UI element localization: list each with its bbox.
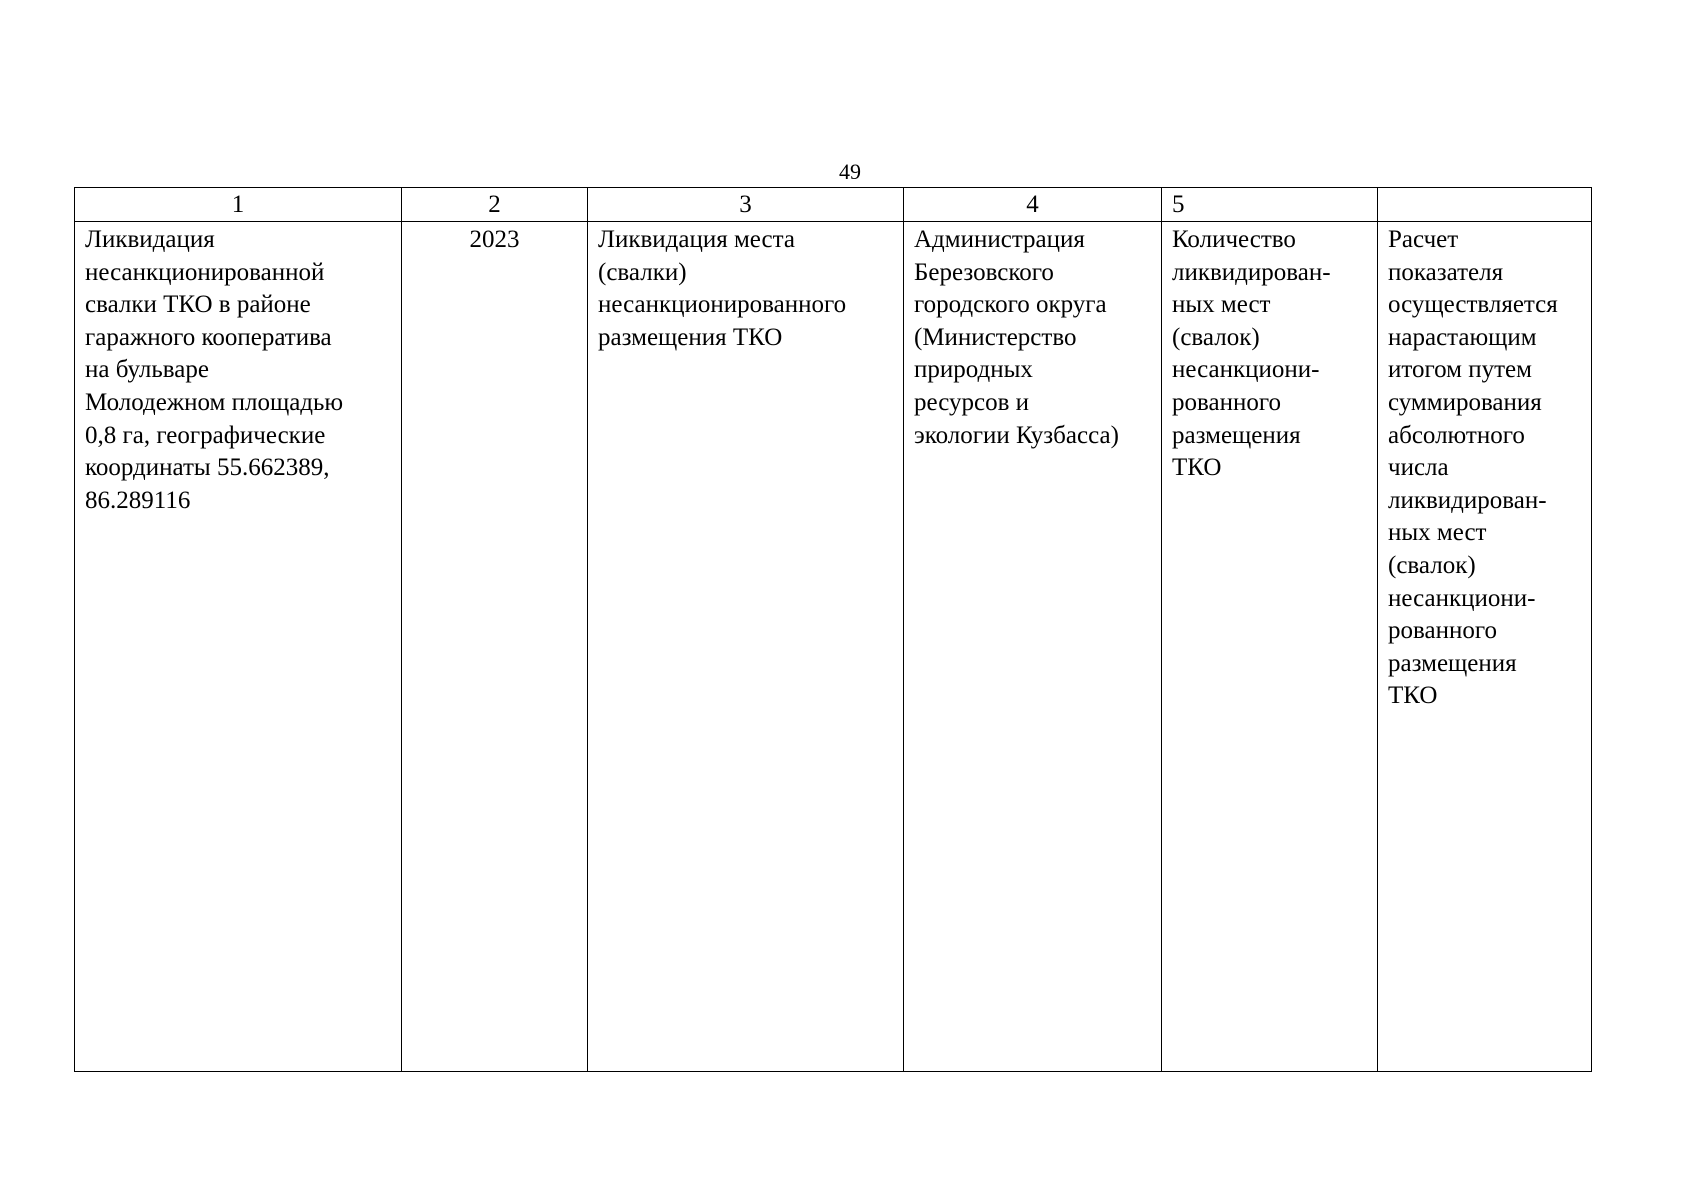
cell-year: 2023 — [402, 222, 588, 1072]
page-number: 49 — [839, 159, 861, 184]
header-cell-6 — [1378, 188, 1592, 222]
cell-responsible: Администрация Березовского городского округа (Министерство природных ресурсов и экологии Кузбасса) — [904, 222, 1162, 1072]
cell-measure-name: Ликвидация несанкционированной свалки ТКО в районе гаражного кооператива на бульваре Молодежном площадью 0,8 га, географические координаты 55.662389, 86.289116 — [75, 222, 402, 1072]
cell-result: Ликвидация места (свалки) несанкционированного размещения ТКО — [588, 222, 904, 1072]
cell-calculation: Расчет показателя осуществляется нарастающим итогом путем суммирования абсолютного числа ликвидирован- ных мест (свалок) несанкциони- рованного размещения ТКО — [1378, 222, 1592, 1072]
header-cell-1: 1 — [75, 188, 402, 222]
cell-indicator: Количество ликвидирован- ных мест (свалок) несанкциони- рованного размещения ТКО — [1162, 222, 1378, 1072]
table-row — [75, 222, 1592, 1072]
header-cell-3: 3 — [588, 188, 904, 222]
document-table — [74, 187, 1592, 1072]
header-cell-4: 4 — [904, 188, 1162, 222]
table-header-row — [75, 188, 1592, 222]
header-cell-5: 5 — [1162, 188, 1378, 222]
header-cell-2: 2 — [402, 188, 588, 222]
